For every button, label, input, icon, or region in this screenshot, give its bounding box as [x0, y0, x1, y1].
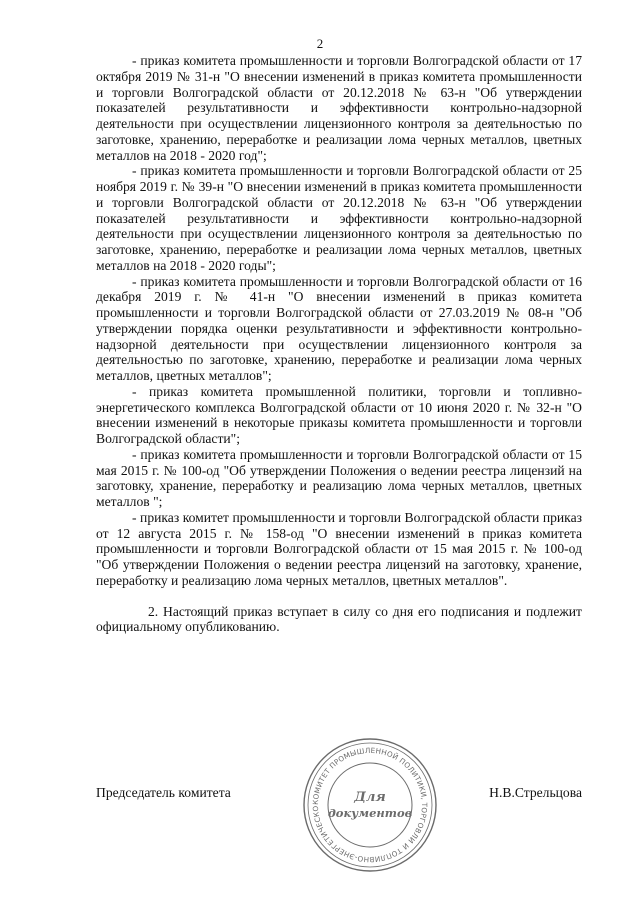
effective-clause: 2. Настоящий приказ вступает в силу со дня его подписания и подлежит официальному опубликованию.: [96, 603, 582, 635]
seal-ring-text: КОМИТЕТ ПРОМЫШЛЕННОЙ ПОЛИТИКИ, ТОРГОВЛИ И ТОПЛИВНО-ЭНЕРГЕТИЧЕСКО: [310, 745, 430, 865]
list-item-order-5: - приказ комитета промышленности и торговли Волгоградской области от 15 мая 2015 г. № 100-од "Об утверждении Положения о ведении реестра лицензий на заготовку, хранение, переработку и реализацию лома черных металлов, цветных металлов ";: [96, 446, 582, 509]
seal-inner-ring: [328, 763, 412, 847]
seal-center-text-line1: Для: [354, 790, 386, 805]
list-item-order-6: - приказ комитет промышленности и торговли Волгоградской области приказ от 12 августа 2015 г. № 158-од "О внесении изменений в приказ комитета промышленности и торговли Волгоградской области от 15 мая 2015 г. № 100-од "Об утверждении Положения о ведении реестра лицензий на заготовку, хранение, переработку и реализацию лома черных металлов, цветных металлов".: [96, 509, 582, 588]
list-item-order-3: - приказ комитета промышленности и торговли Волгоградской области от 16 декабря 2019 г. № 41-н "О внесении изменений в приказ комитета промышленности и торговли Волгоградской области от 27.03.2019 № 08-н "Об утверждении порядка оценки результативности и эффективности контрольно-надзорной деятельности при осуществлении лицензионного контроля за деятельностью по заготовке, хранению, переработке и реализации лома черных металлов, цветных металлов";: [96, 273, 582, 383]
seal-outer-ring-inner: [308, 743, 432, 867]
signatory-name: Н.В.Стрельцова: [489, 785, 582, 800]
list-item-order-1: - приказ комитета промышленности и торговли Волгоградской области от 17 октября 2019 № 31-н "О внесении изменений в приказ комитета промышленности и торговли Волгоградской области от 20.12.2018 № 63-н "Об утверждении показателей результативности и эффективности контрольно-надзорной деятельности при осуществлении лицензионного контроля за деятельностью по заготовке, хранению, переработке и реализации лома черных металлов, цветных металлов на 2018 - 2020 год";: [96, 53, 582, 163]
official-seal-stamp: [300, 735, 440, 875]
document-body: [96, 53, 582, 635]
seal-outer-ring: [304, 739, 436, 871]
list-item-order-2: - приказ комитета промышленности и торговли Волгоградской области от 25 ноября 2019 г. № 39-н "О внесении изменений в приказ комитета промышленности и торговли Волгоградской области от 20.12.2018 № 63-н "Об утверждении показателей результативности и эффективности контрольно-надзорной деятельности при осуществлении лицензионного контроля за деятельностью по заготовке, хранению, переработке и реализации лома черных металлов, цветных металлов на 2018 - 2020 годы";: [96, 163, 582, 273]
signatory-title: Председатель комитета: [96, 785, 231, 800]
seal-center-text-line2: документов: [327, 806, 413, 820]
page-number: 2: [316, 36, 324, 51]
list-item-order-4: - приказ комитета промышленной политики, торговли и топливно-энергетического комплекса Волгоградской области от 10 июня 2020 г. № 32-н "О внесении изменений в некоторые приказы комитета промышленности и торговли Волгоградской области";: [96, 383, 582, 446]
seal-graphic: [300, 735, 440, 875]
